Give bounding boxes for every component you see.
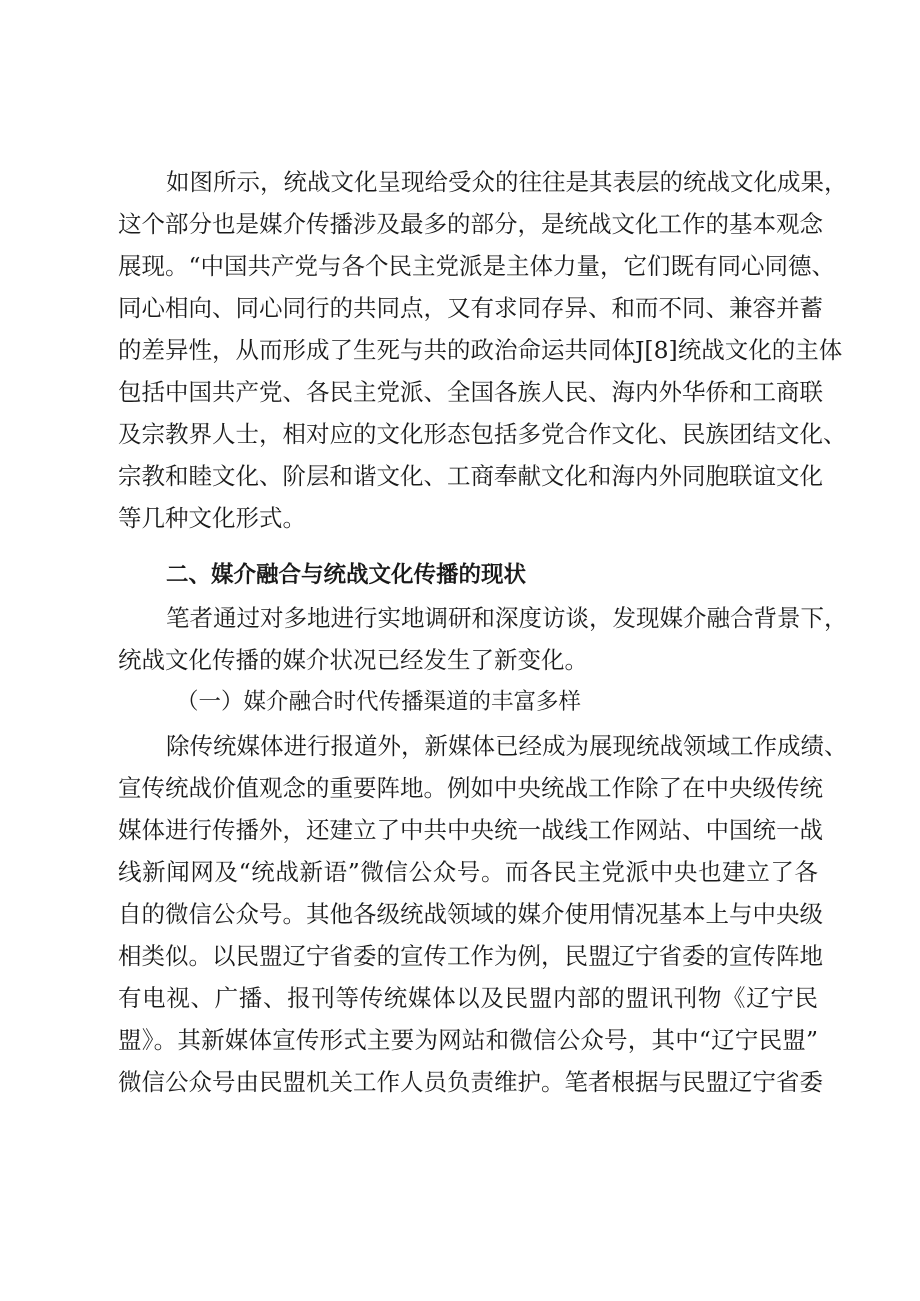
paragraph-1-line-1: 如图所示，统战文化呈现给受众的往往是其表层的统战文化成果， [166,168,848,196]
paragraph-2-line-2: 统战文化传播的媒介状况已经发生了新变化。 [118,646,588,674]
paragraph-3-line-5: 自的微信公众号。其他各级统战领域的媒介使用情况基本上与中央级 [118,900,823,928]
paragraph-1-line-8: 宗教和睦文化、阶层和谐文化、工商奉献文化和海内外同胞联谊文化 [118,462,823,490]
paragraph-2-line-1: 笔者通过对多地进行实地调研和深度访谈，发现媒介融合背景下， [166,604,848,632]
paragraph-3-line-4: 线新闻网及“统战新语”微信公众号。而各民主党派中央也建立了各 [118,858,818,886]
paragraph-1-line-5: 的差异性，从而形成了生死与共的政治命运共同体J[8]统战文化的主体 [118,336,843,364]
paragraph-1-line-6: 包括中国共产党、各民主党派、全国各族人民、海内外华侨和工商联 [118,378,823,406]
paragraph-1-line-3: 展现。“中国共产党与各个民主党派是主体力量，它们既有同心同德、 [118,252,836,280]
paragraph-3-line-3: 媒体进行传播外，还建立了中共中央统一战线工作网站、中国统一战 [118,816,823,844]
paragraph-3-line-1: 除传统媒体进行报道外，新媒体已经成为展现统战领域工作成绩、 [166,732,848,760]
section-heading: 二、媒介融合与统战文化传播的现状 [166,562,527,588]
paragraph-3-line-9: 微信公众号由民盟机关工作人员负责维护。笔者根据与民盟辽宁省委 [118,1068,823,1096]
paragraph-1-line-4: 同心相向、同心同行的共同点，又有求同存异、和而不同、兼容并蓄 [118,294,823,322]
paragraph-1-line-7: 及宗教界人士，相对应的文化形态包括多党合作文化、民族团结文化、 [118,420,847,448]
paragraph-1-line-2: 这个部分也是媒介传播涉及最多的部分，是统战文化工作的基本观念 [118,210,823,238]
paragraph-3-line-8: 盟》。其新媒体宣传形式主要为网站和微信公众号，其中“辽宁民盟” [118,1026,818,1054]
subsection-heading: （一）媒介融合时代传播渠道的丰富多样 [176,689,582,715]
paragraph-3-line-7: 有电视、广播、报刊等传统媒体以及民盟内部的盟讯刊物《辽宁民 [118,984,818,1012]
paragraph-3-line-2: 宣传统战价值观念的重要阵地。例如中央统战工作除了在中央级传统 [118,774,823,802]
paragraph-1-line-9: 等几种文化形式。 [118,504,306,532]
paragraph-3-line-6: 相类似。以民盟辽宁省委的宣传工作为例，民盟辽宁省委的宣传阵地 [118,942,823,970]
